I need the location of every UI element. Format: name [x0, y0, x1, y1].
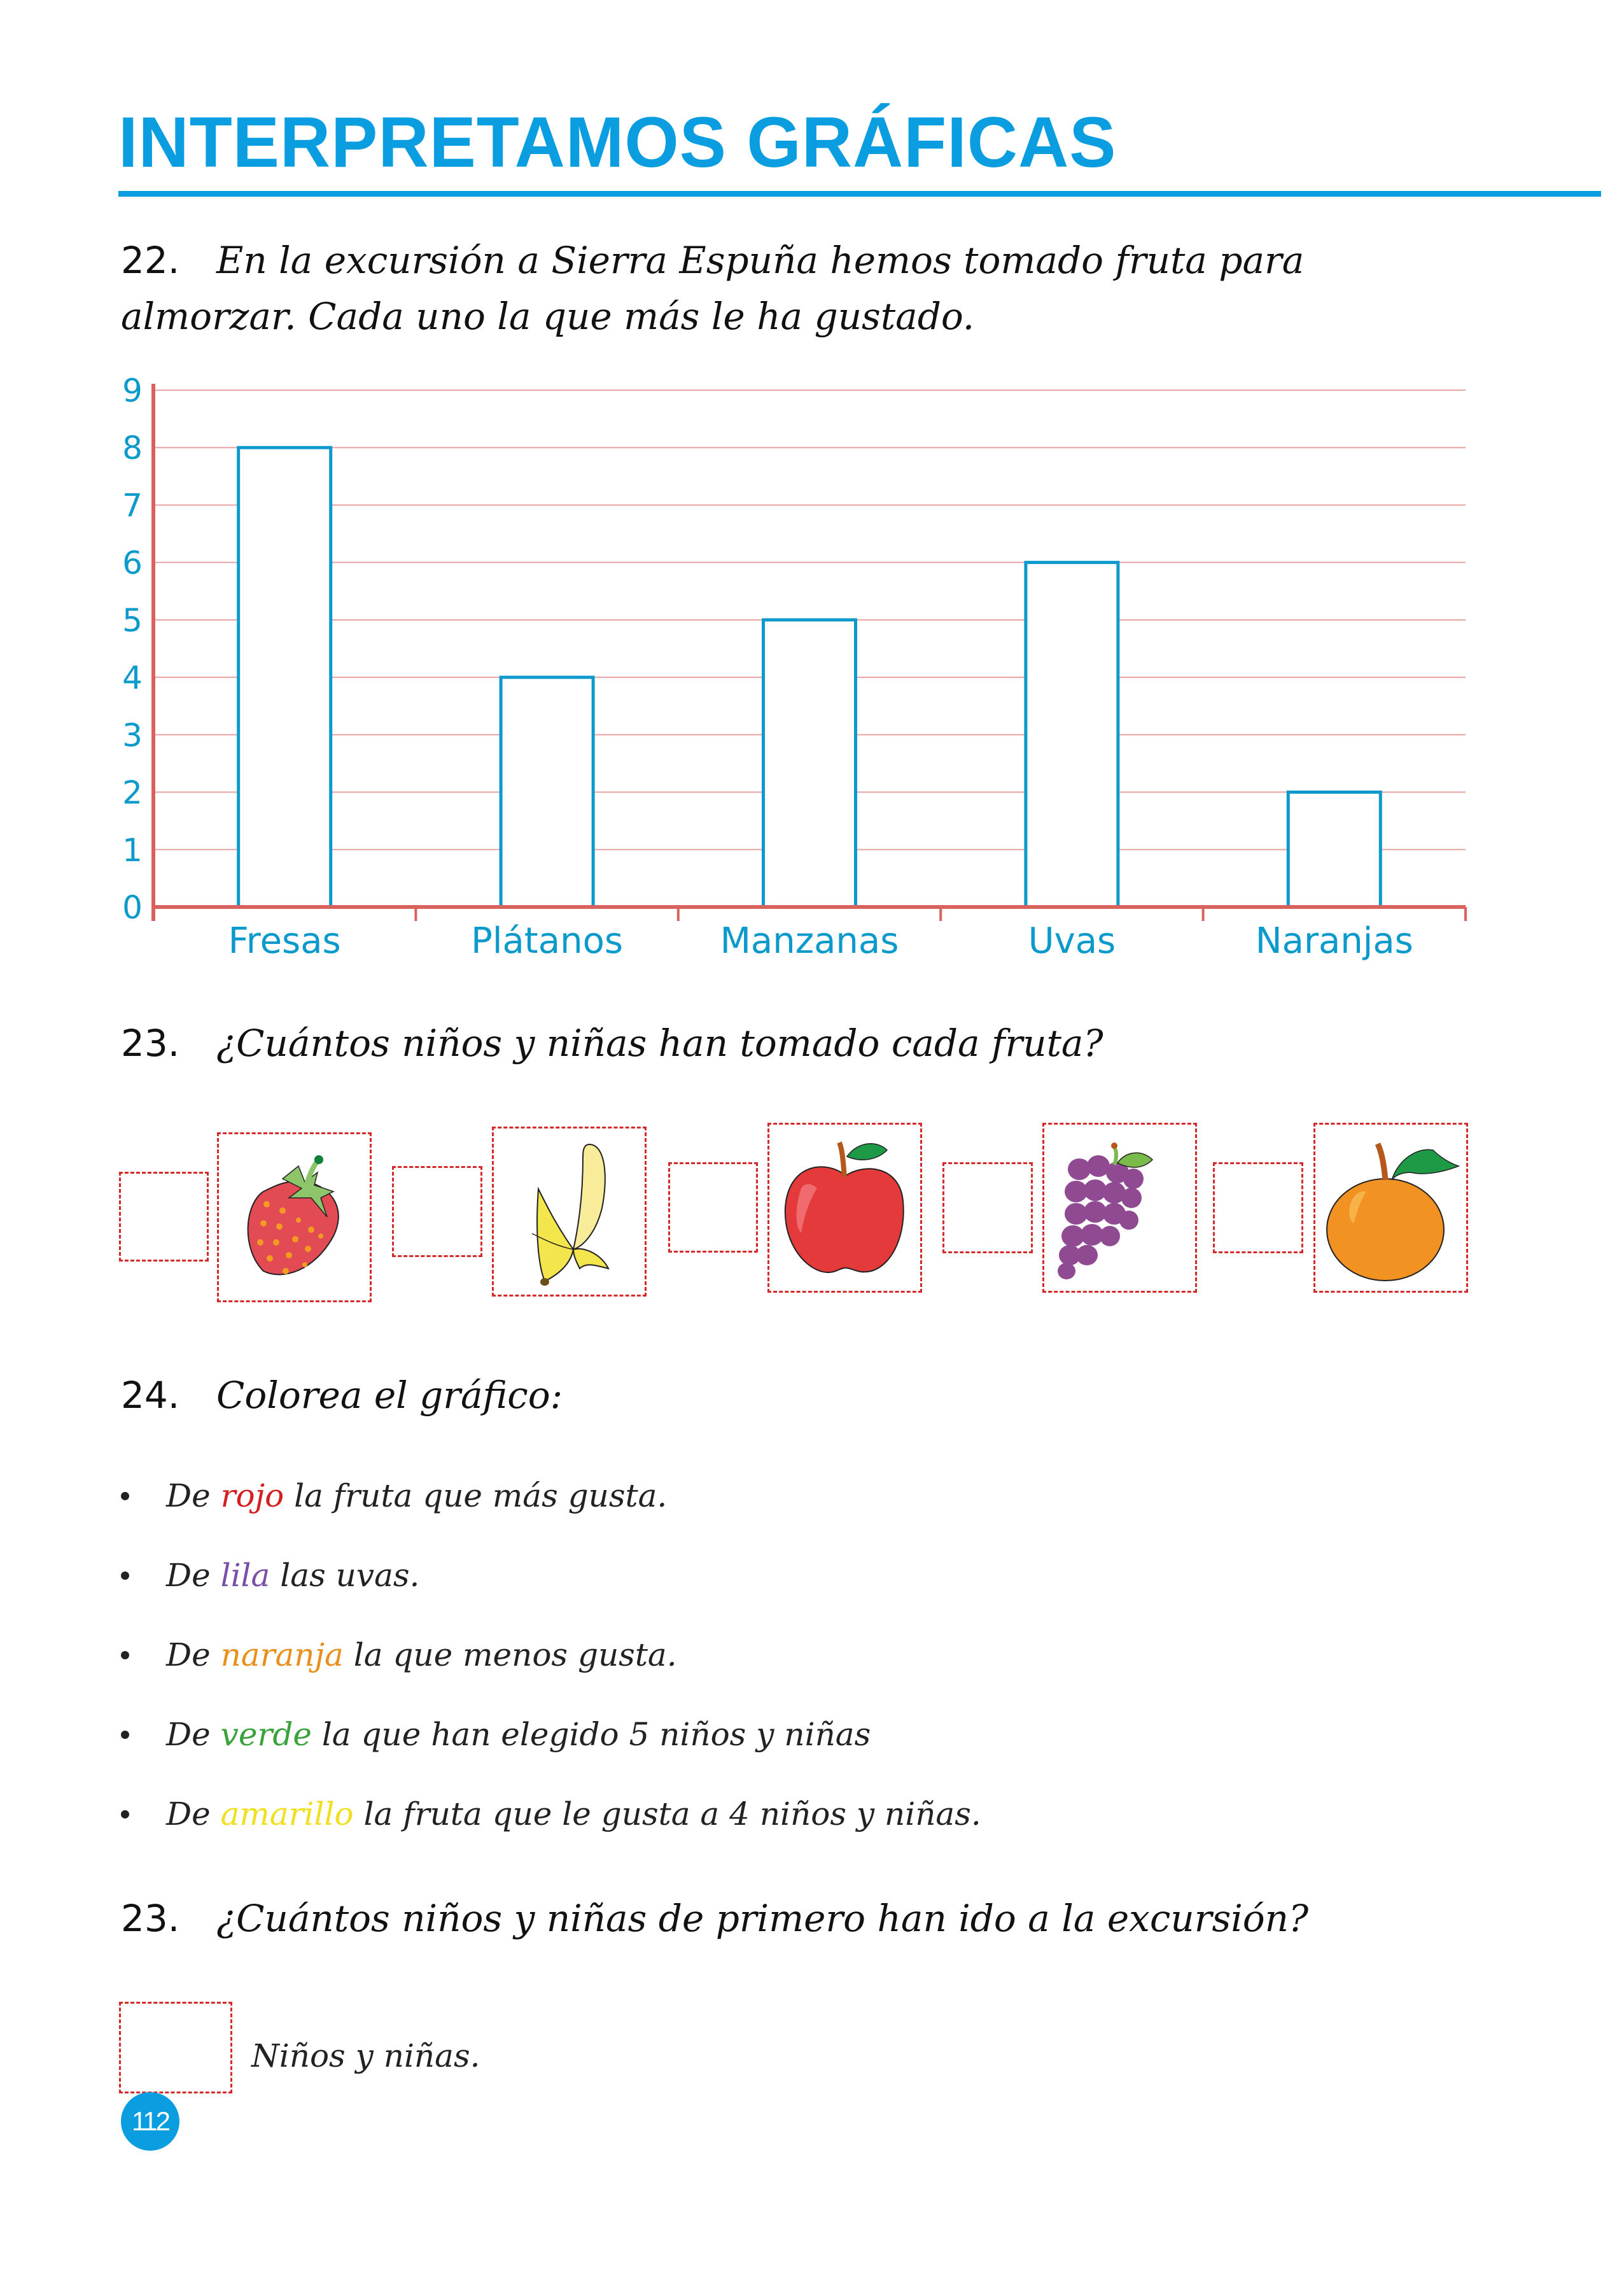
instruction-text: la fruta que le gusta a 4 niños y niñas. [353, 1796, 981, 1832]
bar-manzanas [764, 620, 856, 907]
y-tick-label: 1 [122, 831, 143, 869]
bar-uvas [1026, 563, 1118, 907]
color-word-yellow: amarillo [220, 1796, 354, 1832]
instruction-text: la que menos gusta. [343, 1636, 677, 1673]
x-tick-label: Fresas [228, 920, 341, 962]
question-text: En la excursión a Sierra Espuña hemos tomado fruta para [216, 239, 1305, 282]
fruit-card-orange [1313, 1123, 1468, 1293]
y-tick-label: 8 [122, 430, 143, 467]
question-number: 22. [121, 239, 180, 282]
question-22-line-2: almorzar. Cada uno la que más le ha gustado. [121, 295, 975, 338]
y-tick-label: 3 [122, 717, 143, 754]
answer-box-manzanas[interactable] [668, 1162, 758, 1253]
y-tick-label: 2 [122, 774, 143, 812]
fruit-card-grapes [1042, 1123, 1197, 1293]
instruction-text: la que han elegido 5 niños y niñas [311, 1716, 871, 1753]
total-answer-box[interactable] [119, 2002, 232, 2093]
bullet-dot [121, 1492, 129, 1500]
y-tick-label: 6 [122, 544, 143, 582]
color-word-purple: lila [220, 1557, 270, 1594]
fruit-card-banana [492, 1127, 647, 1297]
bar-chart [0, 0, 1624, 1018]
question-number: 24. [121, 1374, 180, 1417]
question-text: ¿Cuántos niños y niñas de primero han ido a la excursión? [216, 1897, 1309, 1940]
page-number-badge: 112 [121, 2092, 179, 2151]
instruction-prefix: De [166, 1796, 221, 1832]
y-tick-label: 9 [122, 372, 143, 409]
bar-naranjas [1288, 792, 1380, 907]
page-title: INTERPRETAMOS GRÁFICAS [118, 102, 1117, 182]
x-tick-label: Naranjas [1255, 920, 1413, 962]
color-word-red: rojo [220, 1477, 284, 1514]
color-word-green: verde [220, 1716, 312, 1753]
bullet-dot [121, 1810, 129, 1818]
question-number: 23. [121, 1022, 180, 1065]
chart-y-tick-labels [122, 372, 143, 926]
fruit-card-strawberry [217, 1132, 372, 1302]
color-instruction [121, 1477, 668, 1514]
color-instruction [121, 1798, 981, 1830]
color-instruction [121, 1557, 420, 1594]
bar-plátanos [501, 677, 593, 907]
x-tick-label: Plátanos [471, 920, 624, 962]
apple-icon [776, 1137, 916, 1284]
bullet-dot [121, 1571, 129, 1580]
total-answer-label: Niños y niñas. [251, 2037, 480, 2074]
question-23-total [121, 1897, 1309, 1940]
question-text: Colorea el gráfico: [216, 1374, 563, 1417]
y-tick-label: 0 [122, 889, 143, 926]
color-instruction [121, 1716, 871, 1753]
x-tick-label: Uvas [1028, 920, 1116, 962]
answer-box-fresas[interactable] [119, 1172, 209, 1262]
instruction-prefix: De [166, 1636, 221, 1673]
banana-icon [513, 1138, 634, 1288]
question-number: 23. [121, 1897, 180, 1940]
color-instruction [121, 1636, 677, 1673]
chart-x-tick-labels [228, 920, 1413, 962]
question-text: ¿Cuántos niños y niñas han tomado cada fruta? [216, 1022, 1103, 1065]
y-tick-label: 4 [122, 659, 143, 697]
instruction-prefix: De [166, 1557, 221, 1594]
answer-box-naranjas[interactable] [1213, 1162, 1303, 1253]
instruction-text: las uvas. [270, 1557, 420, 1594]
orange-icon [1322, 1134, 1465, 1287]
instruction-prefix: De [166, 1716, 221, 1753]
answer-box-platanos[interactable] [392, 1166, 482, 1257]
bullet-dot [121, 1731, 129, 1739]
question-23 [121, 1022, 1103, 1065]
y-tick-label: 5 [122, 601, 143, 639]
instruction-prefix: De [166, 1477, 221, 1514]
grapes-icon [1054, 1141, 1187, 1281]
instruction-text: la fruta que más gusta. [284, 1477, 668, 1514]
answer-box-uvas[interactable] [942, 1162, 1033, 1253]
x-tick-label: Manzanas [720, 920, 899, 962]
strawberry-icon [238, 1153, 353, 1281]
y-tick-label: 7 [122, 487, 143, 524]
question-24 [121, 1374, 563, 1417]
bullet-dot [121, 1651, 129, 1659]
color-word-orange: naranja [220, 1636, 344, 1673]
fruit-card-apple [767, 1123, 922, 1293]
bar-fresas [239, 447, 331, 907]
